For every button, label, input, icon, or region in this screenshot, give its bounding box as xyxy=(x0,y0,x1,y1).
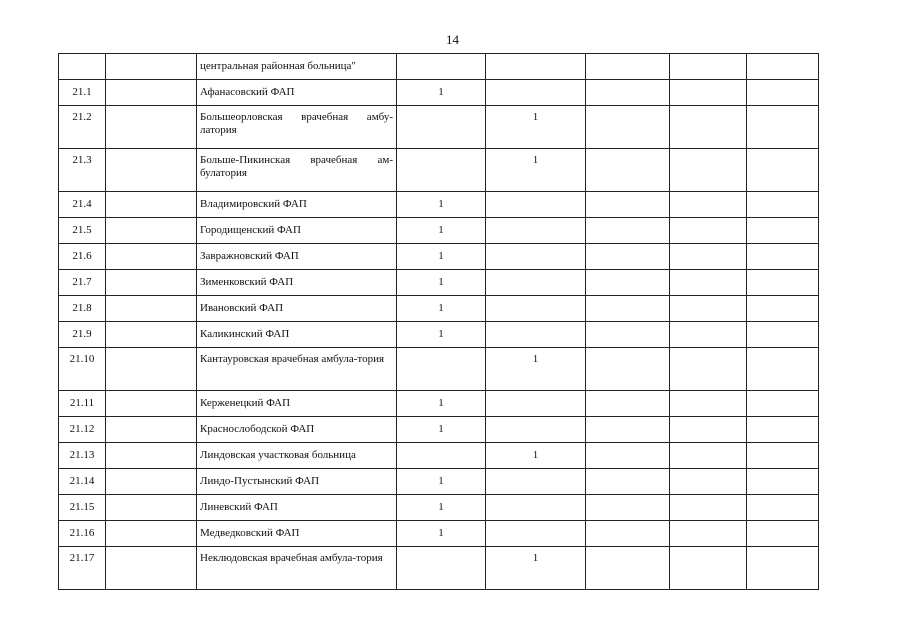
cell-col4: 1 xyxy=(397,296,486,322)
cell-col4: 1 xyxy=(397,521,486,547)
cell-col5 xyxy=(486,296,586,322)
cell-col7 xyxy=(670,192,747,218)
cell-col7 xyxy=(670,547,747,590)
cell-facility-name: Афанасовский ФАП xyxy=(197,80,397,106)
cell-col8 xyxy=(747,270,819,296)
cell-empty xyxy=(106,192,197,218)
cell-col4: 1 xyxy=(397,391,486,417)
cell-col5 xyxy=(486,80,586,106)
cell-col4: 1 xyxy=(397,270,486,296)
cell-facility-name: центральная районная больница" xyxy=(197,54,397,80)
cell-number: 21.8 xyxy=(59,296,106,322)
cell-col7 xyxy=(670,54,747,80)
cell-col8 xyxy=(747,218,819,244)
cell-col4: 1 xyxy=(397,244,486,270)
cell-col5 xyxy=(486,54,586,80)
cell-col6 xyxy=(586,149,670,192)
cell-col7 xyxy=(670,270,747,296)
cell-col5: 1 xyxy=(486,547,586,590)
cell-col5 xyxy=(486,469,586,495)
cell-col6 xyxy=(586,106,670,149)
cell-number: 21.15 xyxy=(59,495,106,521)
cell-col5: 1 xyxy=(486,106,586,149)
cell-col6 xyxy=(586,391,670,417)
table-row xyxy=(59,192,819,218)
cell-facility-name: Линевский ФАП xyxy=(197,495,397,521)
cell-col7 xyxy=(670,417,747,443)
cell-empty xyxy=(106,106,197,149)
cell-col7 xyxy=(670,322,747,348)
cell-empty xyxy=(106,54,197,80)
cell-col5 xyxy=(486,270,586,296)
cell-col8 xyxy=(747,80,819,106)
cell-col4 xyxy=(397,443,486,469)
table-body xyxy=(59,54,819,590)
cell-facility-name: Неклюдовская врачебная амбула-тория xyxy=(197,547,397,590)
page-number: 14 xyxy=(446,32,459,47)
table-row xyxy=(59,149,819,192)
cell-col6 xyxy=(586,521,670,547)
cell-empty xyxy=(106,495,197,521)
table-row xyxy=(59,417,819,443)
cell-facility-name: Краснослободской ФАП xyxy=(197,417,397,443)
table-row xyxy=(59,80,819,106)
cell-col5 xyxy=(486,244,586,270)
cell-col4 xyxy=(397,149,486,192)
cell-col8 xyxy=(747,296,819,322)
cell-number: 21.3 xyxy=(59,149,106,192)
cell-number xyxy=(59,54,106,80)
cell-col8 xyxy=(747,391,819,417)
cell-col5 xyxy=(486,391,586,417)
cell-col4: 1 xyxy=(397,469,486,495)
cell-col8 xyxy=(747,54,819,80)
cell-number: 21.12 xyxy=(59,417,106,443)
cell-col6 xyxy=(586,296,670,322)
table-row xyxy=(59,391,819,417)
cell-col8 xyxy=(747,106,819,149)
cell-col6 xyxy=(586,218,670,244)
cell-col4: 1 xyxy=(397,322,486,348)
cell-col5 xyxy=(486,218,586,244)
cell-col4 xyxy=(397,106,486,149)
table-row xyxy=(59,296,819,322)
table-row xyxy=(59,218,819,244)
cell-col5: 1 xyxy=(486,348,586,391)
cell-col5 xyxy=(486,495,586,521)
cell-empty xyxy=(106,80,197,106)
cell-col7 xyxy=(670,348,747,391)
cell-facility-name: Зименковский ФАП xyxy=(197,270,397,296)
cell-col8 xyxy=(747,322,819,348)
cell-facility-name: Кантауровская врачебная амбула-тория xyxy=(197,348,397,391)
table-row xyxy=(59,106,819,149)
facilities-table xyxy=(58,53,819,590)
cell-col8 xyxy=(747,469,819,495)
cell-col7 xyxy=(670,469,747,495)
cell-col5: 1 xyxy=(486,149,586,192)
cell-col6 xyxy=(586,443,670,469)
cell-col5 xyxy=(486,192,586,218)
cell-col4: 1 xyxy=(397,80,486,106)
cell-col8 xyxy=(747,149,819,192)
table-row xyxy=(59,322,819,348)
cell-number: 21.6 xyxy=(59,244,106,270)
cell-empty xyxy=(106,296,197,322)
cell-col4: 1 xyxy=(397,218,486,244)
table-row xyxy=(59,547,819,590)
cell-col4 xyxy=(397,348,486,391)
cell-col6 xyxy=(586,54,670,80)
cell-facility-name: Городищенский ФАП xyxy=(197,218,397,244)
cell-number: 21.14 xyxy=(59,469,106,495)
cell-empty xyxy=(106,547,197,590)
cell-empty xyxy=(106,244,197,270)
cell-col6 xyxy=(586,80,670,106)
cell-col7 xyxy=(670,106,747,149)
cell-col6 xyxy=(586,270,670,296)
cell-col6 xyxy=(586,348,670,391)
cell-col6 xyxy=(586,495,670,521)
cell-number: 21.17 xyxy=(59,547,106,590)
table-row xyxy=(59,270,819,296)
table-row xyxy=(59,348,819,391)
cell-facility-name: Больше-Пикинская врачебная ам-булатория xyxy=(197,149,397,192)
cell-number: 21.5 xyxy=(59,218,106,244)
cell-col7 xyxy=(670,495,747,521)
cell-col7 xyxy=(670,80,747,106)
cell-number: 21.9 xyxy=(59,322,106,348)
table-row xyxy=(59,521,819,547)
cell-col5: 1 xyxy=(486,443,586,469)
cell-col5 xyxy=(486,322,586,348)
cell-col6 xyxy=(586,547,670,590)
cell-empty xyxy=(106,348,197,391)
cell-number: 21.13 xyxy=(59,443,106,469)
table-row xyxy=(59,469,819,495)
cell-number: 21.10 xyxy=(59,348,106,391)
cell-col8 xyxy=(747,443,819,469)
cell-col8 xyxy=(747,521,819,547)
cell-col6 xyxy=(586,244,670,270)
cell-col7 xyxy=(670,296,747,322)
cell-col7 xyxy=(670,218,747,244)
cell-facility-name: Медведковский ФАП xyxy=(197,521,397,547)
cell-col8 xyxy=(747,192,819,218)
cell-facility-name: Линдовская участковая больница xyxy=(197,443,397,469)
cell-col4: 1 xyxy=(397,192,486,218)
cell-col7 xyxy=(670,521,747,547)
cell-col8 xyxy=(747,495,819,521)
cell-facility-name: Линдо-Пустынский ФАП xyxy=(197,469,397,495)
cell-facility-name: Каликинский ФАП xyxy=(197,322,397,348)
cell-facility-name: Большеорловская врачебная амбу-латория xyxy=(197,106,397,149)
table-row xyxy=(59,443,819,469)
cell-empty xyxy=(106,322,197,348)
cell-facility-name: Завражновский ФАП xyxy=(197,244,397,270)
cell-col5 xyxy=(486,417,586,443)
cell-col8 xyxy=(747,348,819,391)
cell-number: 21.11 xyxy=(59,391,106,417)
cell-number: 21.1 xyxy=(59,80,106,106)
cell-col8 xyxy=(747,417,819,443)
cell-empty xyxy=(106,521,197,547)
cell-number: 21.16 xyxy=(59,521,106,547)
cell-col8 xyxy=(747,244,819,270)
cell-number: 21.2 xyxy=(59,106,106,149)
cell-col7 xyxy=(670,443,747,469)
cell-col4 xyxy=(397,54,486,80)
cell-empty xyxy=(106,270,197,296)
cell-empty xyxy=(106,218,197,244)
cell-facility-name: Ивановский ФАП xyxy=(197,296,397,322)
cell-col4: 1 xyxy=(397,417,486,443)
cell-col4 xyxy=(397,547,486,590)
cell-col6 xyxy=(586,322,670,348)
cell-empty xyxy=(106,391,197,417)
cell-col4: 1 xyxy=(397,495,486,521)
table-row xyxy=(59,495,819,521)
cell-col7 xyxy=(670,244,747,270)
cell-col7 xyxy=(670,391,747,417)
table-row xyxy=(59,54,819,80)
table-row xyxy=(59,244,819,270)
cell-empty xyxy=(106,149,197,192)
cell-empty xyxy=(106,443,197,469)
cell-facility-name: Керженецкий ФАП xyxy=(197,391,397,417)
cell-col6 xyxy=(586,192,670,218)
cell-number: 21.4 xyxy=(59,192,106,218)
cell-number: 21.7 xyxy=(59,270,106,296)
cell-col8 xyxy=(747,547,819,590)
cell-col7 xyxy=(670,149,747,192)
cell-col6 xyxy=(586,417,670,443)
cell-col6 xyxy=(586,469,670,495)
cell-empty xyxy=(106,417,197,443)
cell-empty xyxy=(106,469,197,495)
cell-facility-name: Владимировский ФАП xyxy=(197,192,397,218)
cell-col5 xyxy=(486,521,586,547)
